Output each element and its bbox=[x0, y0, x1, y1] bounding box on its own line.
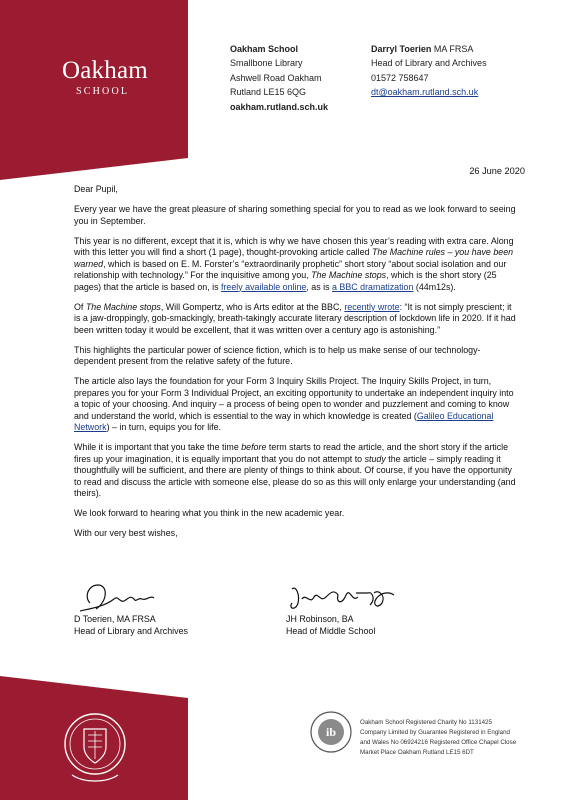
signatory-2 bbox=[286, 614, 375, 637]
logo-subtitle: SCHOOL bbox=[76, 86, 130, 97]
letter-date: 26 June 2020 bbox=[469, 166, 525, 176]
paragraph-3 bbox=[74, 302, 519, 337]
address-line: Smallbone Library bbox=[230, 58, 303, 69]
contact-phone: 01572 758647 bbox=[371, 72, 429, 83]
contact-block bbox=[371, 42, 487, 100]
freely-available-online-link[interactable]: freely available online bbox=[221, 281, 307, 292]
oakham-school-logo bbox=[62, 58, 148, 97]
school-name: Oakham School bbox=[230, 44, 299, 54]
text-run: This year is no different, except that it is, which is why we have chosen this year’s reading with extra care. Along with this letter you will find a short (1 page), thought-provoking article called bbox=[74, 235, 514, 257]
school-crest-icon bbox=[62, 711, 128, 786]
legal-line: Company Limited by Guarantee Registered in England bbox=[360, 729, 510, 736]
text-run: , Will Gompertz, who is Arts editor at the BBC, bbox=[160, 301, 345, 312]
text-run: (44m12s). bbox=[413, 281, 456, 292]
closing: With our very best wishes, bbox=[74, 528, 178, 538]
signatory-1 bbox=[74, 614, 188, 637]
paragraph-6 bbox=[74, 442, 519, 500]
story-title: The Machine stops bbox=[85, 301, 161, 312]
school-website: oakham.rutland.sch.uk bbox=[230, 101, 329, 112]
emphasis: before bbox=[241, 442, 267, 452]
signature-robinson bbox=[286, 581, 446, 615]
galileo-network-link[interactable]: Galileo Educational Network bbox=[74, 410, 494, 432]
text-run: : “It is not simply prescient; it is a jaw-droppingly, gob-smackingly, breath-takingly accurate literary description of lockdown life in 2020. If it had been written today it would be excellent, that it was written over a century ago is astonishing.” bbox=[74, 301, 516, 335]
address-line: Rutland LE15 6QG bbox=[230, 87, 307, 98]
footer-legal bbox=[360, 718, 516, 758]
story-title: The Machine stops bbox=[311, 270, 387, 280]
paragraph-7: We look forward to hearing what you think in the new academic year. bbox=[74, 508, 345, 518]
logo-name: Oakham bbox=[62, 57, 148, 84]
text-run: Of bbox=[74, 301, 86, 312]
contact-role: Head of Library and Archives bbox=[371, 58, 487, 69]
text-run: While it is important that you take the time bbox=[74, 442, 242, 452]
legal-line: and Wales No 06924216 Registered Office Chapel Close bbox=[360, 739, 517, 746]
legal-line: Market Place Oakham Rutland LE15 6DT bbox=[360, 749, 474, 756]
greeting: Dear Pupil, bbox=[74, 184, 118, 194]
paragraph-2 bbox=[74, 236, 519, 294]
svg-text:ib: ib bbox=[325, 725, 337, 739]
text-run: term starts to read the article, and the short story if the article fires up your imagination, it is equally important that you do not attempt to bbox=[74, 442, 509, 464]
signatory-name: D Toerien, MA FRSA bbox=[74, 614, 156, 624]
paragraph-1: Every year we have the great pleasure of sharing something special for you to read as we look forward to seeing you in September. bbox=[74, 204, 516, 226]
signature-toerien bbox=[74, 581, 234, 615]
paragraph-5 bbox=[74, 376, 519, 434]
school-address bbox=[230, 42, 328, 114]
contact-name: Darryl Toerien bbox=[371, 44, 432, 54]
letter-body bbox=[74, 184, 519, 548]
text-run: , which is based on E. M. Forster’s “extraordinarily prophetic” short story “about social isolation and our relationship with technology.” For the inquisitive among you, bbox=[74, 258, 507, 280]
text-run: the article – simply reading it thoughtfully will be sufficient, and there are plenty of things to think about. Of course, if you have the opportunity to read and discuss the article with someone else, please do so as this will only enlarge your understanding (and theirs). bbox=[74, 453, 516, 498]
signatory-role: Head of Library and Archives bbox=[74, 625, 188, 636]
ib-world-school-icon bbox=[310, 711, 352, 753]
paragraph-4: This highlights the particular power of science fiction, which is to help us make sense of our technology-dependent present from the relative safety of the future. bbox=[74, 344, 481, 366]
address-line: Ashwell Road Oakham bbox=[230, 72, 322, 83]
bbc-dramatization-link[interactable]: a BBC dramatization bbox=[332, 281, 414, 292]
text-run: The article also lays the foundation for your Form 3 Inquiry Skills Project. The Inquiry Skills Project, in turn, prepares you for your Form 3 Individual Project, an exciting opportunity to undertake an independent inquiry into a topic of your choosing. And inquiry – a process of being open to wonder and puzzlement and coming to know and understand the world, which is essential to the way in which knowledge is created ( bbox=[74, 376, 514, 421]
signatory-role: Head of Middle School bbox=[286, 625, 376, 636]
recently-wrote-link[interactable]: recently wrote bbox=[344, 301, 400, 312]
legal-line: Oakham School Registered Charity No 1131425 bbox=[360, 719, 492, 726]
text-run: ) – in turn, equips you for life. bbox=[106, 422, 222, 432]
text-run: , which is the short story (25 pages) that the article is based on, is bbox=[74, 270, 497, 292]
signatory-name: JH Robinson, BA bbox=[286, 614, 354, 624]
emphasis: study bbox=[364, 453, 386, 464]
contact-title: MA FRSA bbox=[433, 44, 474, 54]
article-title: The Machine rules – you have been warned bbox=[74, 247, 514, 269]
contact-email-link[interactable]: dt@oakham.rutland.sch.uk bbox=[371, 87, 479, 98]
text-run: , as is bbox=[306, 281, 333, 292]
